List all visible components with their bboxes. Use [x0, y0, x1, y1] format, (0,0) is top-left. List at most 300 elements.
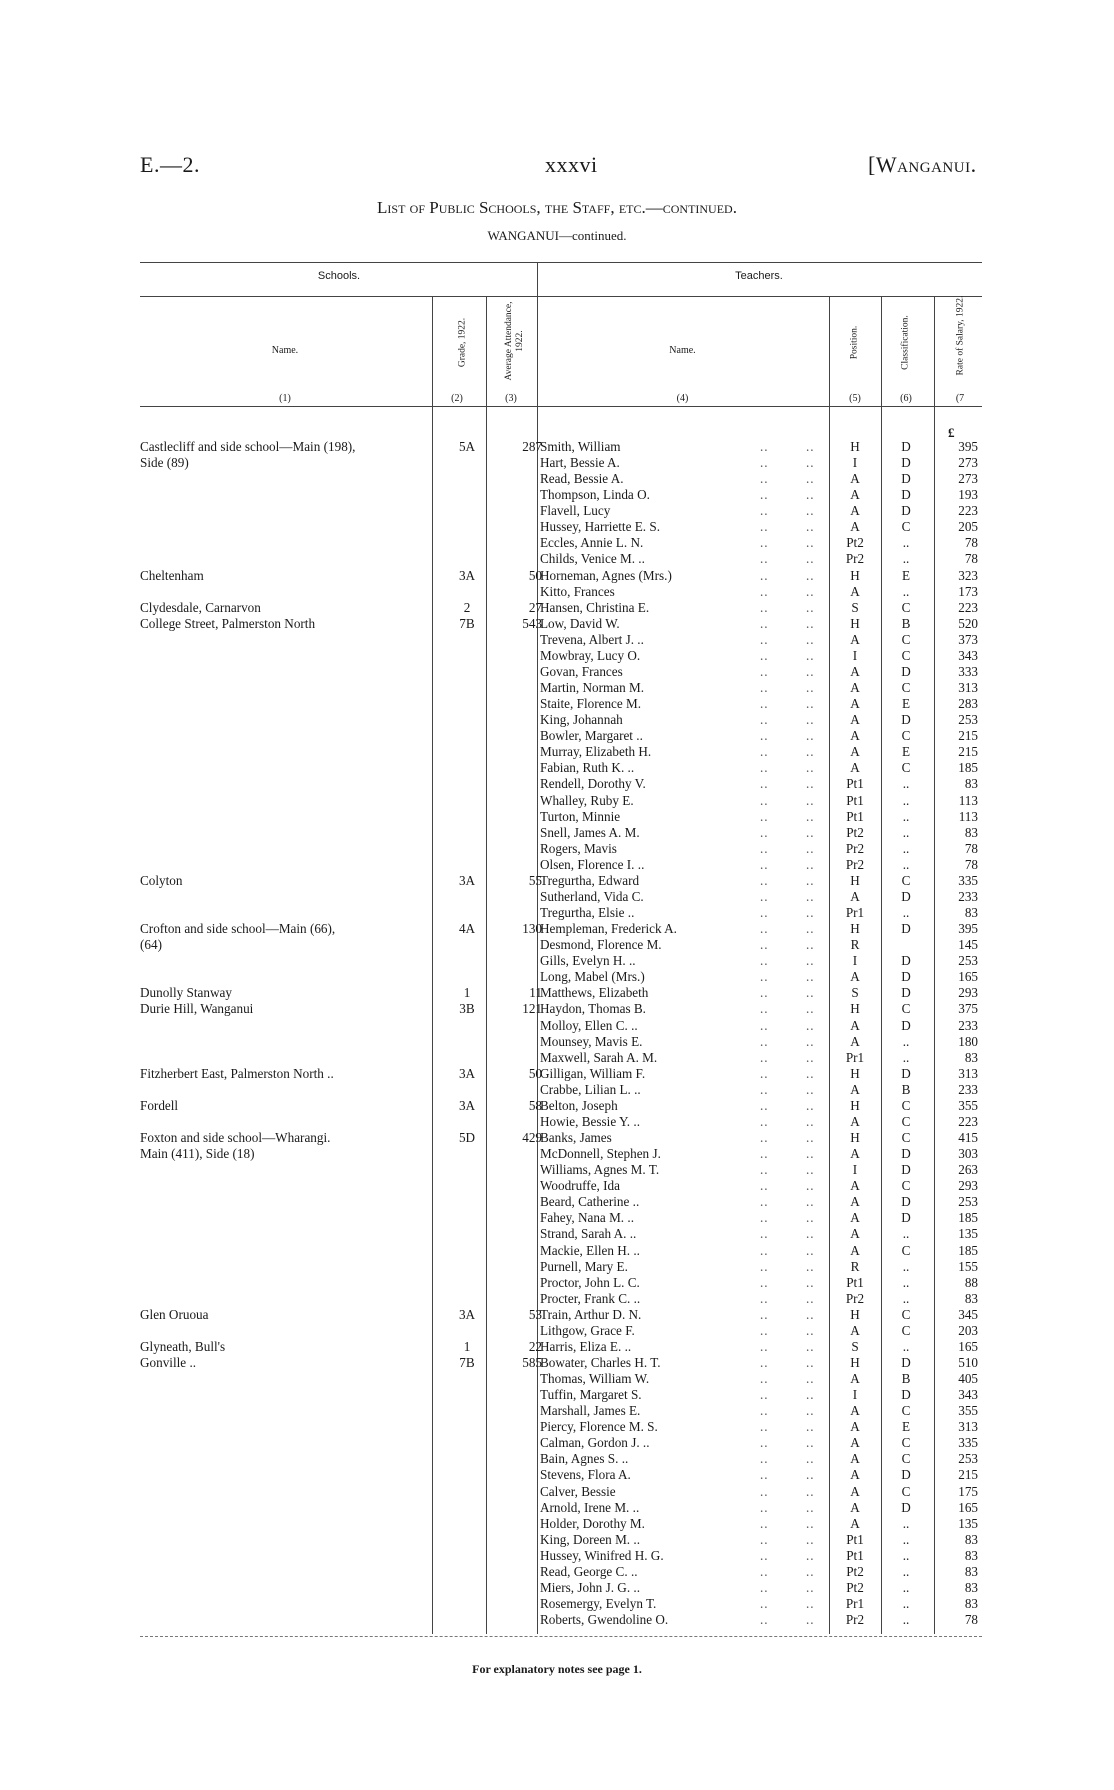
teacher-classification: .. — [902, 1033, 910, 1049]
teacher-salary: 313 — [958, 1065, 978, 1081]
teacher-classification: C — [901, 728, 911, 744]
school-grade: 7B — [459, 615, 475, 631]
teacher-salary: 253 — [958, 953, 978, 969]
teacher-name: Roberts, Gwendoline O. — [540, 1612, 669, 1628]
teacher-position: R — [850, 937, 860, 953]
leader-dots: .. — [806, 567, 815, 583]
teacher-name: Rogers, Mavis — [540, 840, 617, 856]
teacher-salary: 335 — [958, 1435, 978, 1451]
leader-dots: .. — [760, 1146, 769, 1162]
teacher-classification: E — [901, 1419, 911, 1435]
teacher-position: A — [850, 888, 860, 904]
teacher-salary: 405 — [958, 1371, 978, 1387]
leader-dots: .. — [760, 1563, 769, 1579]
school-grade: 5A — [458, 439, 476, 454]
leader-dots: .. — [806, 840, 815, 856]
teacher-name: Sutherland, Vida C. — [540, 888, 644, 904]
teacher-position: Pt2 — [846, 535, 864, 551]
teacher-name: Howie, Bessie Y. .. — [540, 1113, 640, 1129]
teacher-position: A — [850, 712, 860, 728]
teacher-name: Procter, Frank C. .. — [540, 1290, 641, 1306]
leader-dots: .. — [806, 583, 815, 599]
teacher-salary: 520 — [958, 615, 978, 631]
table-row — [0, 1066, 1114, 1082]
teacher-name: Fahey, Nana M. .. — [540, 1210, 634, 1226]
table-row — [0, 1403, 1114, 1419]
leader-dots: .. — [806, 471, 815, 487]
teacher-salary: 253 — [958, 712, 978, 728]
leader-dots: .. — [806, 647, 815, 663]
school-name: Durie Hill, Wanganui — [140, 1001, 254, 1017]
teacher-position: R — [850, 1258, 860, 1274]
leader-dots: .. — [806, 1242, 815, 1258]
teacher-position: A — [850, 696, 860, 712]
teacher-name: Gills, Evelyn H. .. — [540, 953, 636, 969]
teacher-salary: 83 — [964, 905, 978, 921]
teacher-position: Pr1 — [845, 1049, 865, 1065]
teacher-name: Staite, Florence M. — [540, 696, 642, 712]
teacher-classification: D — [901, 1065, 911, 1081]
leader-dots: .. — [760, 712, 769, 728]
teacher-position: A — [850, 631, 860, 647]
teacher-name: Mowbray, Lucy O. — [540, 647, 641, 663]
leader-dots: .. — [806, 696, 815, 712]
table-row — [0, 1307, 1114, 1323]
leader-dots: .. — [760, 1531, 769, 1547]
school-name: College Street, Palmerston North — [140, 615, 316, 631]
teacher-classification: D — [901, 953, 911, 969]
teacher-classification: C — [901, 1178, 911, 1194]
teacher-position: Pt1 — [846, 792, 864, 808]
table-row — [0, 600, 1114, 616]
leader-dots: .. — [806, 1274, 815, 1290]
leader-dots: .. — [760, 985, 769, 1001]
table-row — [0, 1532, 1114, 1548]
teacher-classification: .. — [902, 776, 910, 792]
teacher-classification: .. — [902, 856, 910, 872]
teacher-position: A — [850, 1226, 860, 1242]
teacher-position: A — [850, 1178, 860, 1194]
school-attendance: 543 — [522, 615, 542, 631]
leader-dots: .. — [760, 1130, 769, 1145]
school-grade: 3A — [458, 567, 476, 583]
teacher-salary: 313 — [958, 1419, 978, 1435]
teacher-name: Harris, Eliza E. .. — [540, 1338, 632, 1354]
leader-dots: .. — [806, 1001, 815, 1017]
leader-dots: .. — [760, 1081, 769, 1097]
school-name: Side (89) — [140, 455, 189, 471]
table-row — [0, 1162, 1114, 1178]
teacher-classification: D — [901, 985, 911, 1001]
teacher-position: H — [850, 921, 860, 937]
teacher-position: Pt1 — [846, 808, 864, 824]
school-name: Cheltenham — [140, 567, 204, 583]
teacher-name: Miers, John J. G. .. — [540, 1579, 641, 1595]
leader-dots: .. — [806, 551, 815, 567]
teacher-classification: D — [901, 1354, 911, 1370]
teacher-classification: D — [901, 439, 911, 454]
school-attendance: 429 — [522, 1130, 542, 1145]
leader-dots: .. — [806, 1596, 815, 1612]
table-row — [0, 1291, 1114, 1307]
teacher-position: Pr2 — [845, 856, 865, 872]
teacher-salary: 78 — [964, 535, 978, 551]
teacher-name: Olsen, Florence I. .. — [540, 856, 645, 872]
table-row — [0, 1194, 1114, 1210]
teacher-salary: 355 — [958, 1403, 978, 1419]
teacher-salary: 78 — [964, 1612, 978, 1628]
teacher-salary: 223 — [958, 1113, 978, 1129]
leader-dots: .. — [760, 1226, 769, 1242]
teacher-salary: 78 — [964, 551, 978, 567]
leader-dots: .. — [760, 1049, 769, 1065]
teacher-position: Pr1 — [845, 1596, 865, 1612]
teacher-classification: .. — [902, 1579, 910, 1595]
table-row — [0, 1210, 1114, 1226]
teacher-salary: 185 — [958, 1210, 978, 1226]
teacher-classification: D — [901, 1387, 911, 1403]
teacher-position: I — [852, 953, 858, 969]
teacher-position: A — [850, 1403, 860, 1419]
teacher-name: Bowater, Charles H. T. — [540, 1354, 661, 1370]
table-row — [0, 1451, 1114, 1467]
school-attendance: 27 — [528, 599, 542, 615]
teacher-salary: 185 — [958, 1242, 978, 1258]
teacher-salary: 223 — [958, 599, 978, 615]
leader-dots: .. — [806, 744, 815, 760]
leader-dots: .. — [760, 471, 769, 487]
leader-dots: .. — [760, 1065, 769, 1081]
table-row — [0, 793, 1114, 809]
school-grade: 5D — [458, 1130, 476, 1145]
leader-dots: .. — [760, 1579, 769, 1595]
leader-dots: .. — [806, 1306, 815, 1322]
table-row — [0, 1098, 1114, 1114]
teacher-name: Tregurtha, Edward — [540, 872, 640, 888]
teacher-classification: C — [901, 1306, 911, 1322]
teacher-position: A — [850, 1435, 860, 1451]
leader-dots: .. — [760, 921, 769, 937]
table-row — [0, 1548, 1114, 1564]
teacher-position: Pr2 — [845, 1290, 865, 1306]
table-row — [0, 760, 1114, 776]
teacher-classification: E — [901, 567, 911, 583]
teacher-classification: D — [901, 455, 911, 471]
teacher-name: Hansen, Christina E. — [540, 599, 650, 615]
school-attendance: 287 — [522, 439, 542, 454]
leader-dots: .. — [760, 856, 769, 872]
teacher-name: Stevens, Flora A. — [540, 1467, 631, 1483]
leader-dots: .. — [806, 1258, 815, 1274]
school-attendance: 121 — [522, 1001, 542, 1017]
teacher-salary: 415 — [958, 1130, 978, 1145]
leader-dots: .. — [760, 1178, 769, 1194]
teacher-classification: D — [901, 921, 911, 937]
teacher-position: A — [850, 1451, 860, 1467]
teacher-salary: 343 — [958, 1387, 978, 1403]
teacher-position: A — [850, 1483, 860, 1499]
leader-dots: .. — [806, 1049, 815, 1065]
teacher-name: Matthews, Elizabeth — [540, 985, 649, 1001]
leader-dots: .. — [806, 760, 815, 776]
teacher-classification: D — [901, 471, 911, 487]
leader-dots: .. — [760, 535, 769, 551]
teacher-salary: 215 — [958, 1467, 978, 1483]
leader-dots: .. — [760, 728, 769, 744]
leader-dots: .. — [806, 985, 815, 1001]
teacher-salary: 185 — [958, 760, 978, 776]
leader-dots: .. — [760, 551, 769, 567]
column-attendance: Average Attendance, 1922. — [504, 301, 525, 381]
table-row — [0, 1082, 1114, 1098]
leader-dots: .. — [760, 872, 769, 888]
teacher-salary: 193 — [958, 487, 978, 503]
teacher-salary: 355 — [958, 1097, 978, 1113]
teacher-position: S — [851, 1338, 859, 1354]
leader-dots: .. — [806, 535, 815, 551]
teacher-position: I — [852, 455, 858, 471]
teacher-salary: 83 — [964, 1579, 978, 1595]
leader-dots: .. — [806, 487, 815, 503]
teacher-classification: .. — [902, 808, 910, 824]
table-row — [0, 1612, 1114, 1628]
teacher-position: H — [850, 615, 860, 631]
leader-dots: .. — [760, 905, 769, 921]
leader-dots: .. — [806, 888, 815, 904]
leader-dots: .. — [760, 1017, 769, 1033]
teacher-position: A — [850, 583, 860, 599]
teacher-salary: 263 — [958, 1162, 978, 1178]
teacher-salary: 303 — [958, 1146, 978, 1162]
teacher-classification: .. — [902, 551, 910, 567]
table-row — [0, 921, 1114, 937]
teacher-classification: C — [901, 631, 911, 647]
teacher-classification: D — [901, 1210, 911, 1226]
leader-dots: .. — [806, 1579, 815, 1595]
school-grade: 3A — [458, 1306, 476, 1322]
table-row — [0, 648, 1114, 664]
table-row — [0, 905, 1114, 921]
leader-dots: .. — [806, 1483, 815, 1499]
table-row — [0, 1435, 1114, 1451]
teacher-position: Pt2 — [846, 1563, 864, 1579]
teacher-name: Train, Arthur D. N. — [540, 1306, 642, 1322]
teacher-salary: 375 — [958, 1001, 978, 1017]
school-name: Glyneath, Bull's — [140, 1338, 226, 1354]
teacher-salary: 175 — [958, 1483, 978, 1499]
school-grade: 3A — [458, 1097, 476, 1113]
leader-dots: .. — [760, 1033, 769, 1049]
leader-dots: .. — [760, 1194, 769, 1210]
teacher-classification: C — [901, 647, 911, 663]
teacher-classification: B — [901, 615, 911, 631]
teacher-position: A — [850, 760, 860, 776]
teacher-name: Holder, Dorothy M. — [540, 1515, 645, 1531]
teacher-classification: C — [901, 1451, 911, 1467]
teacher-classification: .. — [902, 905, 910, 921]
leader-dots: .. — [806, 1387, 815, 1403]
column-number-5: (5) — [849, 393, 861, 404]
table-row — [0, 1323, 1114, 1339]
leader-dots: .. — [806, 1515, 815, 1531]
leader-dots: .. — [806, 1563, 815, 1579]
teacher-name: Arnold, Irene M. .. — [540, 1499, 640, 1515]
teacher-classification: .. — [902, 1563, 910, 1579]
leader-dots: .. — [806, 1017, 815, 1033]
teacher-classification: C — [901, 1113, 911, 1129]
teacher-name: Calver, Bessie — [540, 1483, 616, 1499]
teacher-name: Lithgow, Grace F. — [540, 1322, 635, 1338]
teacher-classification: D — [901, 487, 911, 503]
teacher-classification: C — [901, 1242, 911, 1258]
teacher-classification: .. — [902, 840, 910, 856]
teacher-position: A — [850, 1017, 860, 1033]
footnote: For explanatory notes see page 1. — [472, 1662, 642, 1676]
leader-dots: .. — [806, 1097, 815, 1113]
teacher-salary: 135 — [958, 1226, 978, 1242]
teacher-salary: 78 — [964, 840, 978, 856]
teacher-classification: C — [901, 1130, 911, 1145]
currency-symbol: £ — [948, 425, 955, 440]
leader-dots: .. — [806, 1612, 815, 1628]
leader-dots: .. — [806, 1354, 815, 1370]
school-grade: 1 — [463, 985, 471, 1001]
group-teachers: Teachers. — [735, 270, 783, 282]
leader-dots: .. — [806, 872, 815, 888]
teacher-salary: 83 — [964, 1596, 978, 1612]
school-attendance: 22 — [528, 1338, 542, 1354]
teacher-salary: 223 — [958, 503, 978, 519]
teacher-position: Pt2 — [846, 824, 864, 840]
teacher-salary: 135 — [958, 1515, 978, 1531]
teacher-salary: 83 — [964, 1531, 978, 1547]
teacher-position: Pr2 — [845, 1612, 865, 1628]
leader-dots: .. — [806, 824, 815, 840]
teacher-salary: 233 — [958, 1081, 978, 1097]
teacher-position: H — [850, 567, 860, 583]
leader-dots: .. — [806, 792, 815, 808]
teacher-position: Pt1 — [846, 776, 864, 792]
teacher-position: A — [850, 663, 860, 679]
table-row — [0, 1050, 1114, 1066]
teacher-salary: 83 — [964, 1563, 978, 1579]
teacher-salary: 165 — [958, 969, 978, 985]
school-grade: 7B — [459, 1354, 475, 1370]
school-grade: 3B — [459, 1001, 475, 1017]
leader-dots: .. — [806, 953, 815, 969]
table-row — [0, 632, 1114, 648]
teacher-salary: 395 — [958, 921, 978, 937]
leader-dots: .. — [760, 1113, 769, 1129]
leader-dots: .. — [760, 1274, 769, 1290]
leader-dots: .. — [760, 1419, 769, 1435]
teacher-position: H — [850, 1065, 860, 1081]
school-name: (64) — [140, 937, 162, 953]
table-row — [0, 1130, 1114, 1146]
teacher-position: A — [850, 1146, 860, 1162]
teacher-classification: .. — [902, 1274, 910, 1290]
teacher-salary: 113 — [958, 808, 978, 824]
school-name: Main (411), Side (18) — [140, 1146, 255, 1162]
teacher-position: H — [850, 872, 860, 888]
school-name: Dunolly Stanway — [140, 985, 232, 1001]
leader-dots: .. — [760, 1515, 769, 1531]
school-attendance: 50 — [528, 1065, 542, 1081]
teacher-name: Rendell, Dorothy V. — [540, 776, 646, 792]
table-row — [0, 1178, 1114, 1194]
table-row — [0, 1596, 1114, 1612]
teacher-position: A — [850, 1467, 860, 1483]
teacher-position: A — [850, 471, 860, 487]
teacher-salary: 313 — [958, 680, 978, 696]
teacher-position: Pr1 — [845, 905, 865, 921]
leader-dots: .. — [760, 808, 769, 824]
teacher-name: Kitto, Frances — [540, 583, 615, 599]
leader-dots: .. — [806, 1178, 815, 1194]
leader-dots: .. — [760, 567, 769, 583]
teacher-classification: .. — [902, 1612, 910, 1628]
teacher-salary: 165 — [958, 1499, 978, 1515]
teacher-name: Marshall, James E. — [540, 1403, 641, 1419]
leader-dots: .. — [760, 1097, 769, 1113]
teacher-classification: E — [901, 744, 911, 760]
school-name: Crofton and side school—Main (66), — [140, 921, 336, 937]
column-number-6: (6) — [900, 393, 912, 404]
leader-dots: .. — [760, 1290, 769, 1306]
teacher-classification: D — [901, 969, 911, 985]
table-row — [0, 809, 1114, 825]
leader-dots: .. — [806, 663, 815, 679]
teacher-position: H — [850, 1130, 860, 1145]
school-attendance: 130 — [522, 921, 542, 937]
school-attendance: 50 — [528, 567, 542, 583]
leader-dots: .. — [806, 856, 815, 872]
leader-dots: .. — [760, 583, 769, 599]
teacher-position: A — [850, 1033, 860, 1049]
leader-dots: .. — [806, 1033, 815, 1049]
table-row — [0, 1371, 1114, 1387]
leader-dots: .. — [760, 1210, 769, 1226]
leader-dots: .. — [806, 808, 815, 824]
column-classification: Classification. — [900, 315, 911, 370]
leader-dots: .. — [806, 1371, 815, 1387]
teacher-salary: 113 — [958, 792, 978, 808]
teacher-position: S — [851, 599, 859, 615]
school-attendance: 53 — [528, 1306, 542, 1322]
teacher-classification: D — [901, 663, 911, 679]
leader-dots: .. — [806, 1162, 815, 1178]
leader-dots: .. — [806, 1130, 815, 1145]
school-name: Clydesdale, Carnarvon — [140, 599, 261, 615]
table-row — [0, 1339, 1114, 1355]
school-name: Foxton and side school—Wharangi. — [140, 1130, 331, 1145]
table-row — [0, 1018, 1114, 1034]
leader-dots: .. — [760, 487, 769, 503]
leader-dots: .. — [806, 1467, 815, 1483]
leader-dots: .. — [806, 1499, 815, 1515]
table-row — [0, 953, 1114, 969]
teacher-classification: .. — [902, 535, 910, 551]
school-grade: 3A — [458, 1065, 476, 1081]
teacher-classification: C — [901, 519, 911, 535]
leader-dots: .. — [806, 1547, 815, 1563]
column-teacher-name: Name. — [669, 345, 696, 356]
teacher-salary: 215 — [958, 744, 978, 760]
teacher-name: Eccles, Annie L. N. — [540, 535, 644, 551]
leader-dots: .. — [806, 439, 815, 454]
teacher-name: Desmond, Florence M. — [540, 937, 662, 953]
page-subtitle: WANGANUI—continued. — [487, 228, 627, 243]
